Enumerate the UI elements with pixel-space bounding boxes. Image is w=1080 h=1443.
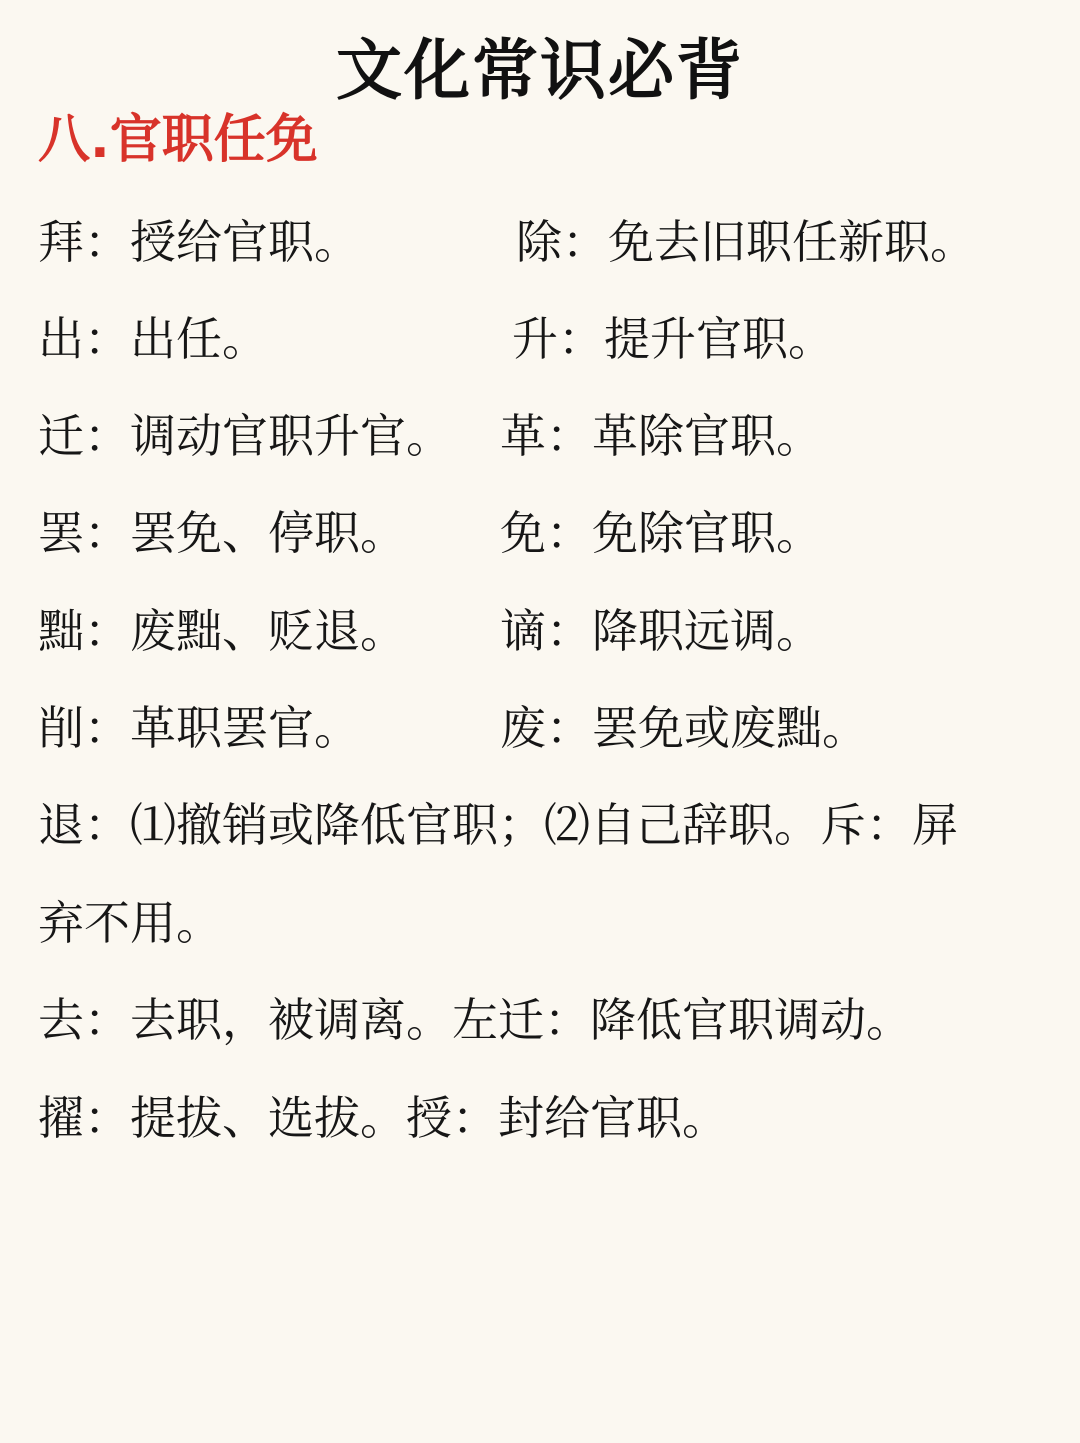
page-title: 文化常识必背 xyxy=(336,32,744,109)
term-entry: 谪：降职远调。 xyxy=(500,604,822,658)
term-entry: 罢：罢免、停职。 xyxy=(38,506,406,560)
term-entry: 升：提升官职。 xyxy=(512,312,834,366)
term-entry: 迁：调动官职升官。 xyxy=(38,409,452,463)
term-paragraph-line: 弃不用。 xyxy=(38,896,222,950)
term-paragraph-line: 去：去职，被调离。左迁：降低官职调动。 xyxy=(38,993,912,1047)
section-heading: 八.官职任免 xyxy=(38,110,318,170)
term-entry: 出：出任。 xyxy=(38,312,268,366)
term-entry: 黜：废黜、贬退。 xyxy=(38,604,406,658)
term-paragraph-line: 擢：提拔、选拔。授：封给官职。 xyxy=(38,1091,728,1145)
term-entry: 革：革除官职。 xyxy=(500,409,822,463)
term-entry: 削：革职罢官。 xyxy=(38,701,360,755)
term-entry: 废：罢免或废黜。 xyxy=(500,701,868,755)
term-paragraph-line: 退：⑴撤销或降低官职；⑵自己辞职。斥：屏 xyxy=(38,798,958,852)
term-entry: 免：免除官职。 xyxy=(500,506,822,560)
term-entry: 除：免去旧职任新职。 xyxy=(516,215,976,269)
term-entry: 拜：授给官职。 xyxy=(38,215,360,269)
